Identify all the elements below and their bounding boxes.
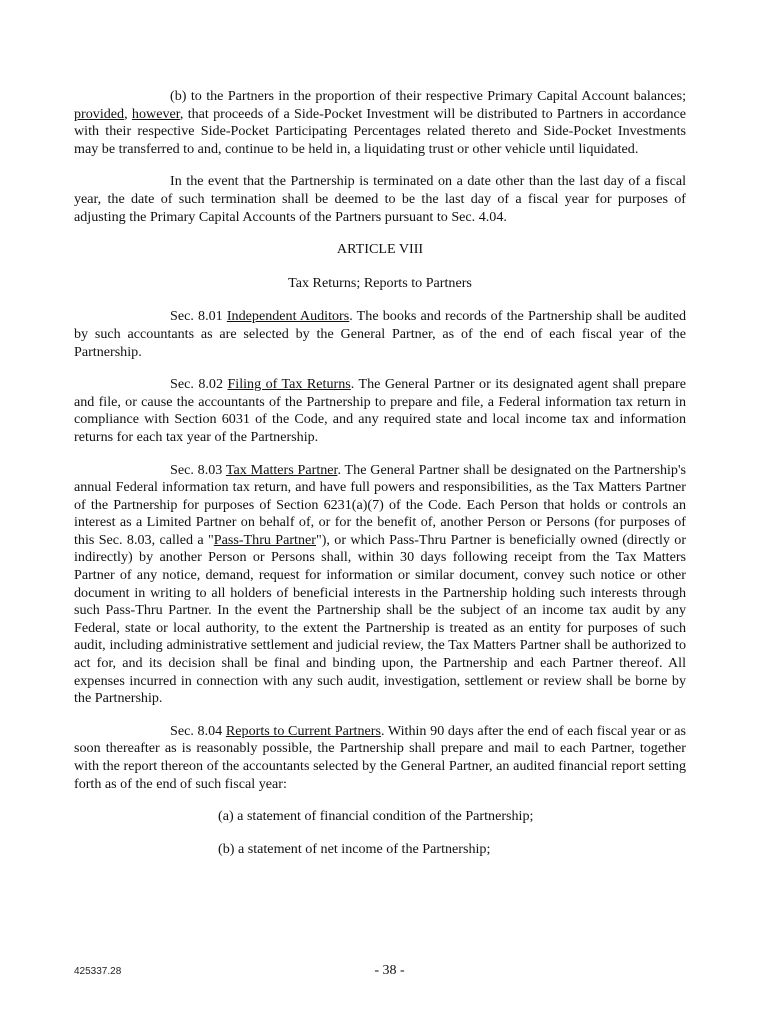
- page-number: - 38 -: [374, 963, 405, 978]
- article-heading: ARTICLE VIII: [336, 241, 424, 258]
- section-8-03: Sec. 8.03 Tax Matters Partner. The General Partner shall be designated on the Partnership's annual Federal information tax return, and have full powers and responsibilities, as the Tax Matters Partner of the Partnership for purposes of Section 6231(a)(7) of the Code. Each Person that holds or controls an interest as a Limited Partner on behalf of, or for the benefit of, another Person or Persons (for purposes of this Sec. 8.03, called a "Pass-Thru Partner"), or which Pass-Thru Partner is beneficially owned (directly or indirectly) by another Person or Persons shall, within 30 days following receipt from the Tax Matters Partner of any notice, demand, request for information or similar document, convey such notice or other document in writing to all holders of beneficial interests in the Partnership holding such interests through such Pass-Thru Partner. In the event the Partnership shall be the subject of an income tax audit by any Federal, state or local authority, to the extent the Partnership is treated as an entity for purposes of such audit, including administrative settlement and judicial review, the Tax Matters Partner shall be authorized to act for, and its decision shall be final and binding upon, the Partnership and each Partner thereof. All expenses incurred in connection with any such audit, investigation, settlement or review shall be borne by the Partnership.: [74, 461, 687, 707]
- section-title: Reports to Current Partners: [225, 722, 381, 739]
- article-title: Tax Returns; Reports to Partners: [288, 274, 472, 291]
- paragraph-distribution-b: (b) to the Partners in the proportion of their respective Primary Capital Account balances; provided, however, that proceeds of a Side-Pocket Investment will be distributed to Partners in accordance with their respective Side-Pocket Participating Percentages related thereto and Side-Pocket Investments may be transferred to and, continue to be held in, a liquidating trust or other vehicle until liquidated.: [74, 88, 687, 157]
- section-8-02: Sec. 8.02 Filing of Tax Returns. The General Partner or its designated agent shall prepare and file, or cause the accountants of the Partnership to prepare and file, a Federal information tax return in compliance with Section 6031 of the Code, and any required state and local income tax and information returns for each tax year of the Partnership.: [74, 376, 686, 445]
- paragraph-termination: In the event that the Partnership is terminated on a date other than the last day of a fiscal year, the date of such termination shall be deemed to be the last day of a fiscal year for purposes of adjusting the Primary Capital Accounts of the Partners pursuant to Sec. 4.04.: [74, 173, 686, 225]
- list-item: (b) a statement of net income of the Partnership;: [218, 840, 491, 857]
- section-8-04: Sec. 8.04 Reports to Current Partners. Within 90 days after the end of each fiscal year or as soon thereafter as is reasonably possible, the Partnership shall prepare and mail to each Partner, together with the report thereon of the accountants selected by the General Partner, an audited financial report setting forth as of the end of such fiscal year:: [74, 722, 686, 792]
- section-title: Filing of Tax Returns: [227, 376, 351, 393]
- defined-term: Pass-Thru Partner: [213, 531, 316, 548]
- term-however: however: [131, 105, 180, 122]
- list-item: (a) a statement of financial condition of the Partnership;: [218, 808, 534, 825]
- section-title: Tax Matters Partner: [225, 461, 338, 478]
- document-id: 425337.28: [74, 966, 122, 977]
- document-page: [74, 88, 686, 873]
- section-8-01: Sec. 8.01 Independent Auditors. The books and records of the Partnership shall be audited by such accountants as are selected by the General Partner, as of the end of each fiscal year of the Partnership.: [74, 308, 687, 360]
- section-title: Independent Auditors: [226, 308, 350, 325]
- term-provided: provided: [74, 105, 125, 122]
